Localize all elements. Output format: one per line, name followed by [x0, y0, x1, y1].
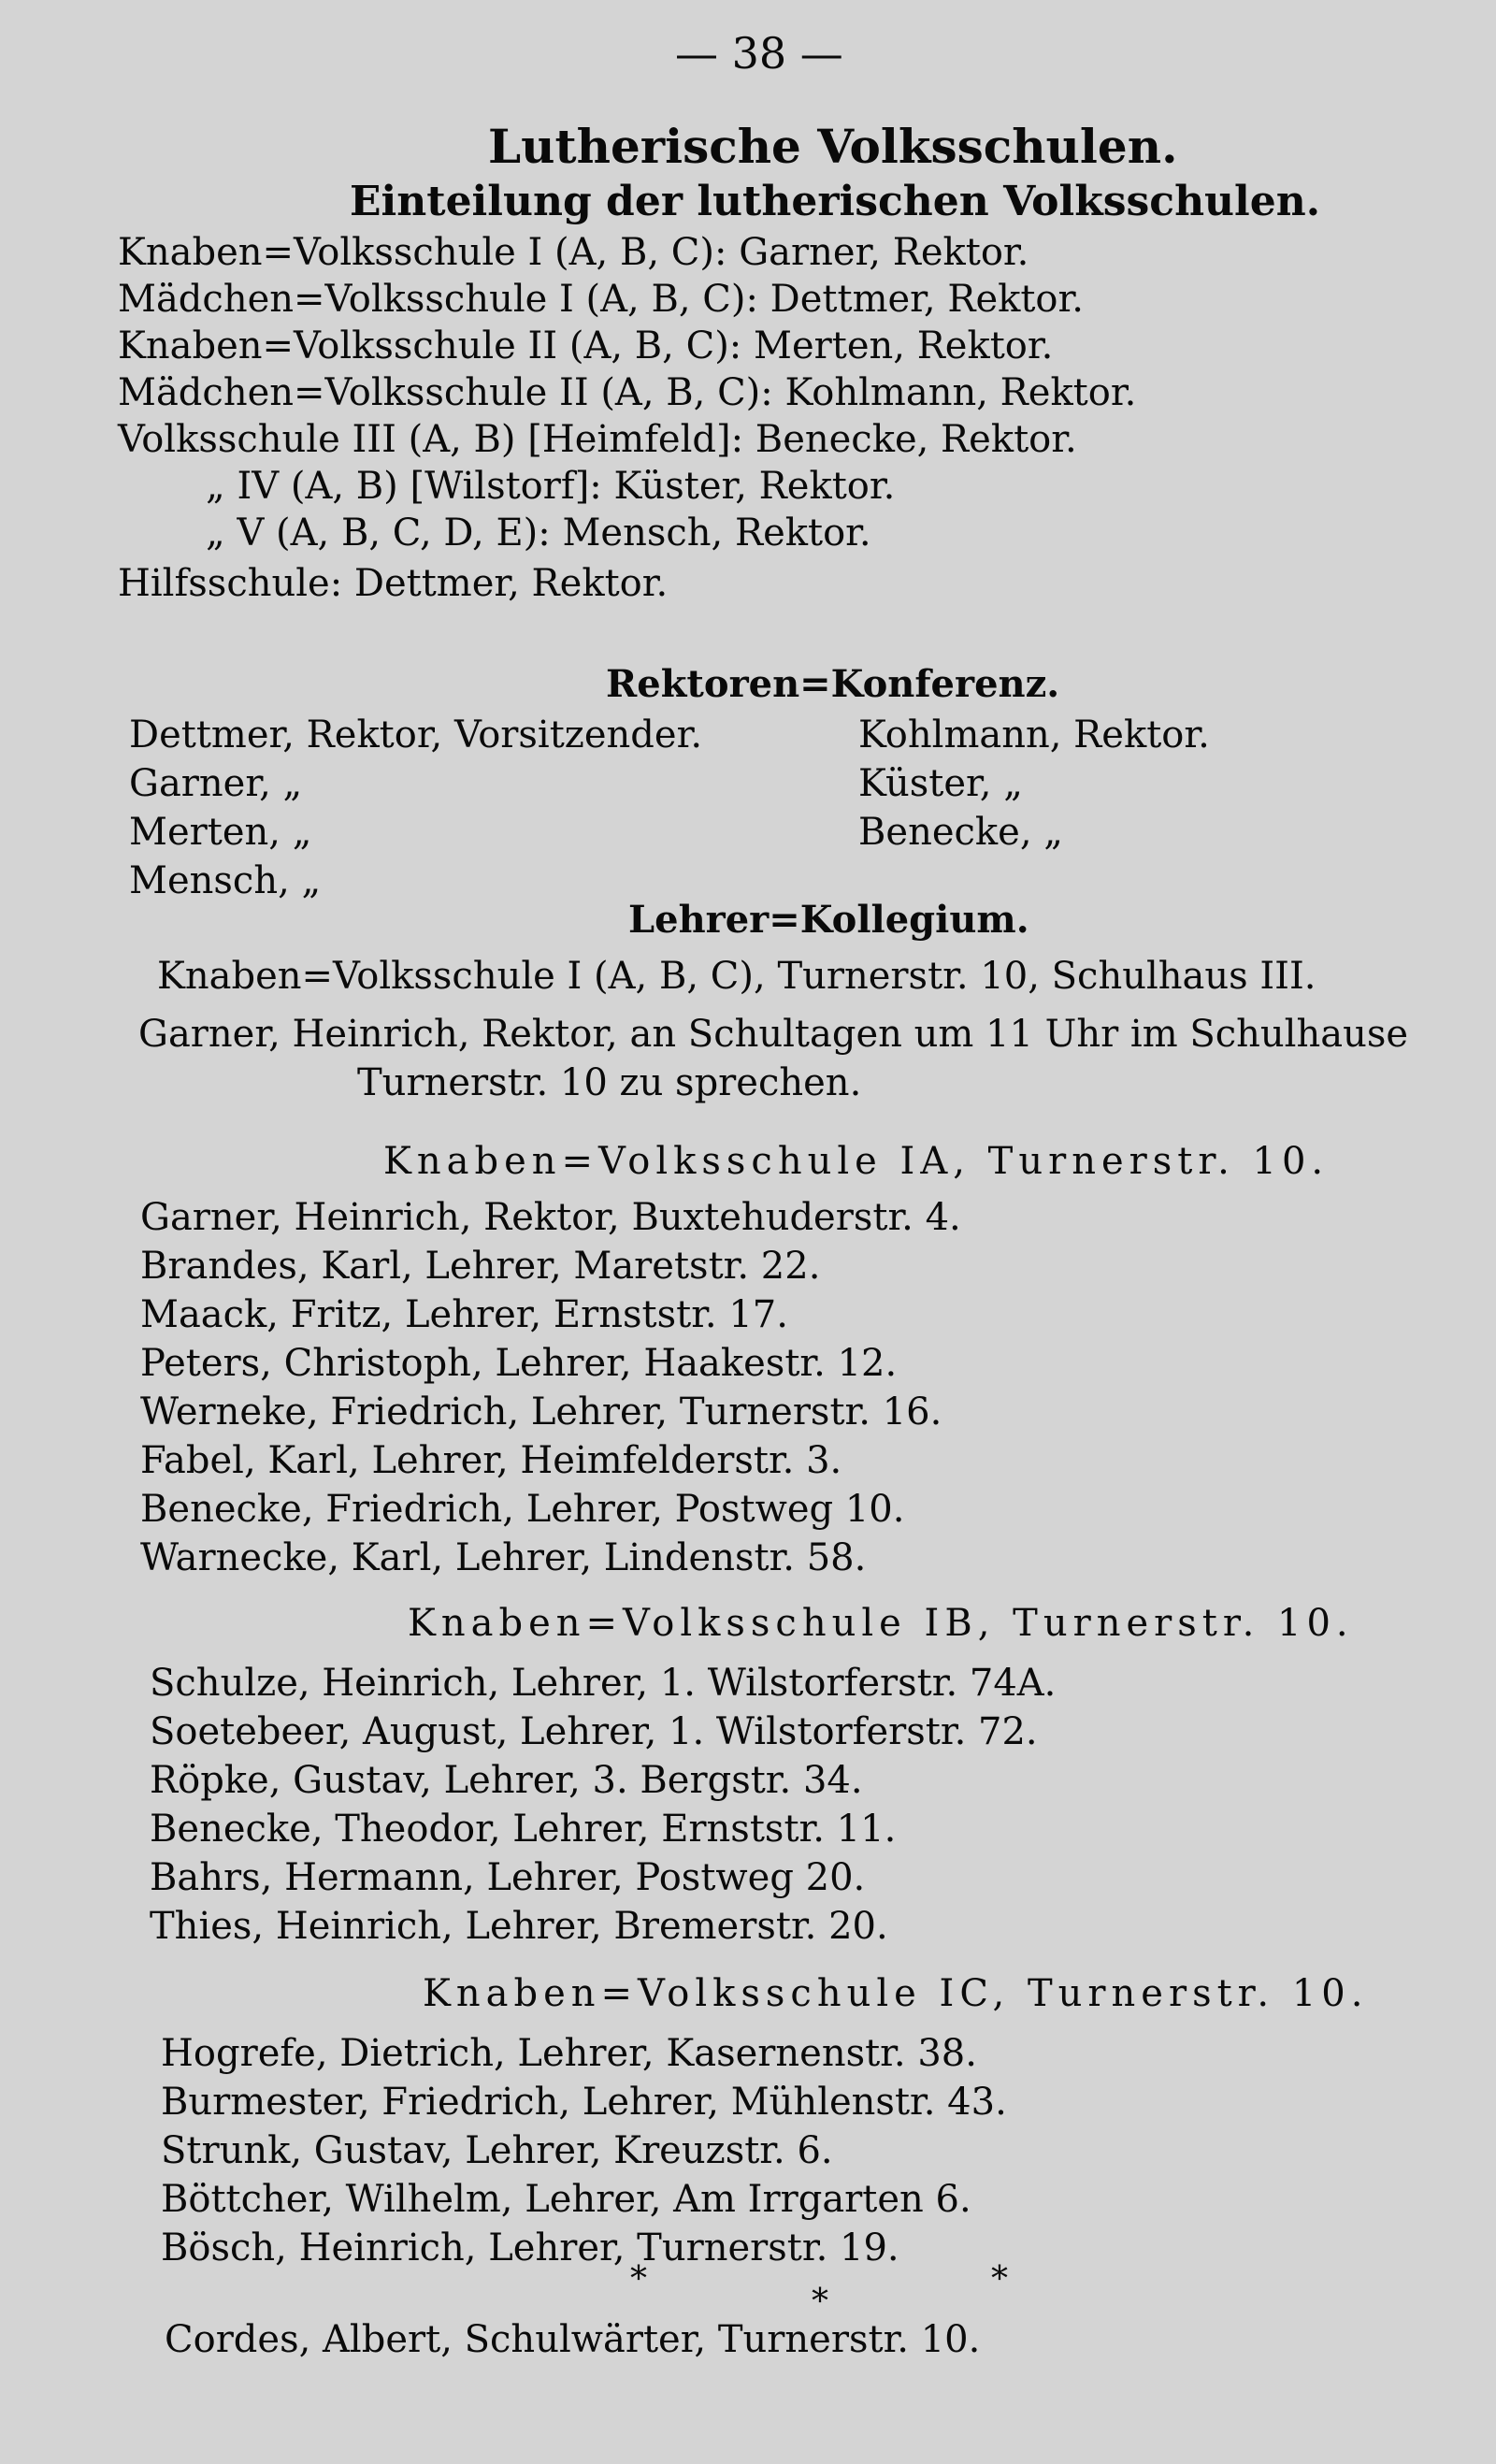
teacher-entry: Fabel, Karl, Lehrer, Heimfelderstr. 3. — [140, 1439, 842, 1482]
conference-heading: Rektoren=Konferenz. — [606, 662, 1060, 706]
teacher-entry: Bahrs, Hermann, Lehrer, Postweg 20. — [150, 1856, 866, 1899]
teacher-entry: Benecke, Friedrich, Lehrer, Postweg 10. — [140, 1488, 905, 1531]
conference-left-entry: Merten, „ — [129, 811, 312, 854]
teacher-entry: Bösch, Heinrich, Lehrer, Turnerstr. 19. — [161, 2226, 899, 2269]
teacher-entry: Hogrefe, Dietrich, Lehrer, Kasernenstr. 38. — [161, 2032, 977, 2075]
conference-right-entry: Kohlmann, Rektor. — [858, 713, 1210, 756]
conference-right-entry: Küster, „ — [858, 762, 1023, 805]
separator-star: * — [812, 2283, 828, 2321]
conference-left-entry: Garner, „ — [129, 762, 303, 805]
main-title: Lutherische Volksschulen. — [488, 119, 1178, 174]
teacher-entry: Benecke, Theodor, Lehrer, Ernststr. 11. — [150, 1808, 897, 1851]
teacher-entry: Peters, Christoph, Lehrer, Haakestr. 12. — [140, 1342, 898, 1385]
janitor-entry: Cordes, Albert, Schulwärter, Turnerstr. 10. — [165, 2318, 981, 2361]
staff-intro-text: Turnerstr. 10 zu sprechen. — [357, 1061, 862, 1104]
staff-intro-text: Garner, Heinrich, Rektor, an Schultagen um 11 Uhr im Schulhause — [138, 1013, 1409, 1056]
conference-right-entry: Benecke, „ — [858, 811, 1063, 854]
teacher-entry: Warnecke, Karl, Lehrer, Lindenstr. 58. — [140, 1536, 867, 1579]
division-row: Knaben=Volksschule I (A, B, C): Garner, Rektor. — [118, 231, 1029, 274]
teacher-entry: Maack, Fritz, Lehrer, Ernststr. 17. — [140, 1293, 788, 1336]
school-1c-heading: Knaben=Volksschule IC, Turnerstr. 10. — [423, 1972, 1369, 2015]
teacher-entry: Brandes, Karl, Lehrer, Maretstr. 22. — [140, 1245, 821, 1288]
teacher-entry: Strunk, Gustav, Lehrer, Kreuzstr. 6. — [161, 2129, 833, 2172]
conference-left-entry: Dettmer, Rektor, Vorsitzender. — [129, 713, 703, 756]
teacher-entry: Röpke, Gustav, Lehrer, 3. Bergstr. 34. — [150, 1759, 863, 1802]
division-row: Mädchen=Volksschule II (A, B, C): Kohlmann, Rektor. — [118, 371, 1137, 414]
division-row: Knaben=Volksschule II (A, B, C): Merten, Rektor. — [118, 324, 1054, 367]
school-1a-heading: Knaben=Volksschule IA, Turnerstr. 10. — [383, 1140, 1330, 1183]
teacher-entry: Garner, Heinrich, Rektor, Buxtehuderstr. 4. — [140, 1196, 961, 1239]
teacher-entry: Thies, Heinrich, Lehrer, Bremerstr. 20. — [150, 1905, 888, 1948]
division-row: Mädchen=Volksschule I (A, B, C): Dettmer, Rektor. — [118, 278, 1084, 321]
staff-heading: Lehrer=Kollegium. — [628, 898, 1029, 942]
teacher-entry: Soetebeer, August, Lehrer, 1. Wilstorferstr. 72. — [150, 1710, 1038, 1753]
division-row: Hilfsschule: Dettmer, Rektor. — [118, 562, 669, 605]
conference-left-entry: Mensch, „ — [129, 859, 322, 902]
division-heading: Einteilung der lutherischen Volksschulen. — [350, 178, 1321, 225]
division-row: Volksschule III (A, B) [Heimfeld]: Benecke, Rektor. — [118, 418, 1077, 461]
staff-intro-title: Knaben=Volksschule I (A, B, C), Turnerstr. 10, Schulhaus III. — [157, 955, 1316, 998]
division-row: „ V (A, B, C, D, E): Mensch, Rektor. — [206, 512, 871, 555]
teacher-entry: Böttcher, Wilhelm, Lehrer, Am Irrgarten 6. — [161, 2178, 971, 2221]
school-1b-heading: Knaben=Volksschule IB, Turnerstr. 10. — [408, 1602, 1354, 1645]
teacher-entry: Schulze, Heinrich, Lehrer, 1. Wilstorferstr. 74A. — [150, 1662, 1057, 1705]
separator-star: * — [991, 2260, 1008, 2298]
teacher-entry: Werneke, Friedrich, Lehrer, Turnerstr. 16. — [140, 1391, 942, 1434]
teacher-entry: Burmester, Friedrich, Lehrer, Mühlenstr. 43. — [161, 2081, 1007, 2124]
separator-star: * — [630, 2260, 647, 2298]
page-number: — 38 — — [675, 28, 843, 79]
division-row: „ IV (A, B) [Wilstorf]: Küster, Rektor. — [206, 465, 896, 508]
